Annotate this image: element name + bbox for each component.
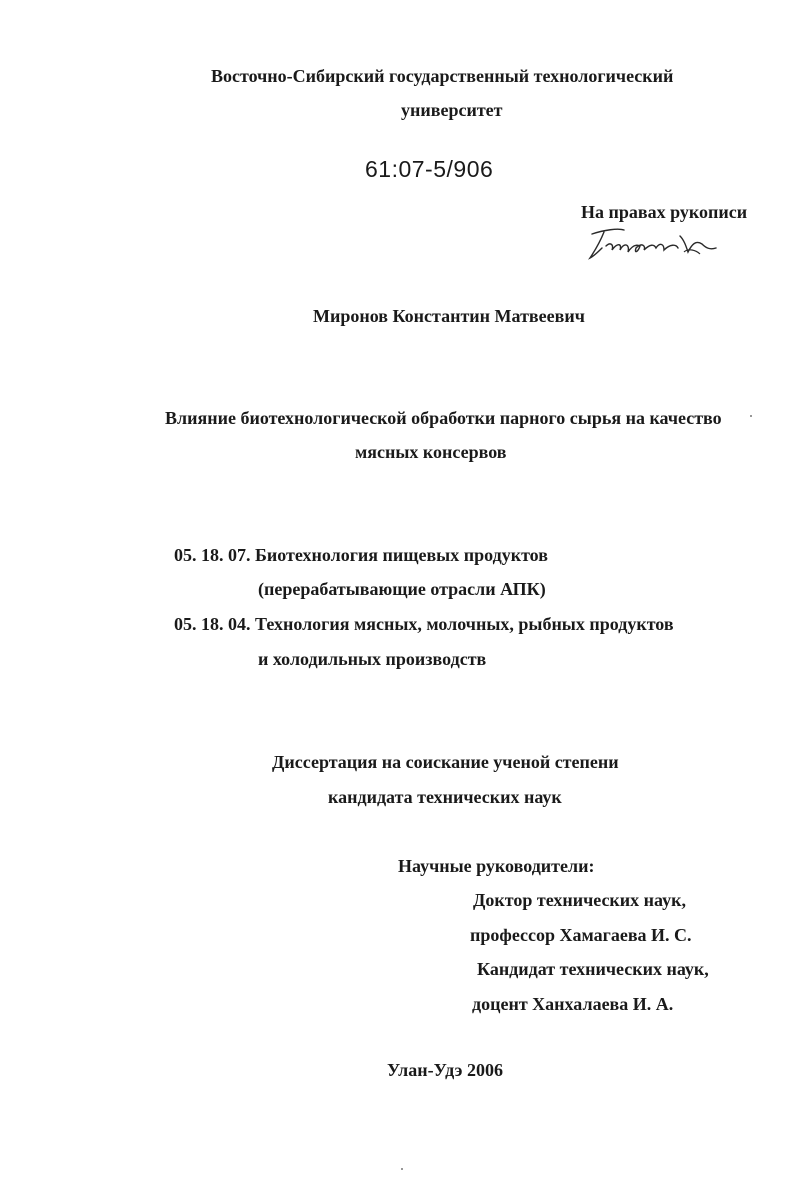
supervisor-1-degree: Доктор технических наук,	[473, 890, 687, 910]
title-line2: мясных консервов	[355, 442, 507, 462]
specialty-1-continuation: (перерабатывающие отрасли АПК)	[258, 579, 546, 599]
specialty-2-continuation: и холодильных производств	[258, 649, 487, 669]
dissertation-line1: Диссертация на соискание ученой степени	[272, 752, 619, 772]
manuscript-note: На правах рукописи	[581, 202, 748, 222]
supervisor-2-name: доцент Ханхалаева И. А.	[472, 994, 674, 1014]
handwritten-signature-icon	[584, 222, 724, 266]
place-year: Улан-Удэ 2006	[387, 1060, 503, 1080]
author-name: Миронов Константин Матвеевич	[313, 306, 585, 326]
specialty-1-code: 05. 18. 07. Биотехнология пищевых продуктов	[174, 545, 548, 565]
supervisor-2-degree: Кандидат технических наук,	[477, 959, 709, 979]
title-line1: Влияние биотехнологической обработки парного сырья на качество	[165, 408, 722, 428]
university-name-line2: университет	[401, 100, 503, 120]
supervisor-1-name: профессор Хамагаева И. С.	[470, 925, 692, 945]
specialty-2-code: 05. 18. 04. Технология мясных, молочных, рыбных продуктов	[174, 614, 674, 634]
dissertation-line2: кандидата технических наук	[328, 787, 562, 807]
supervisors-heading: Научные руководители:	[398, 856, 595, 876]
university-name-line1: Восточно-Сибирский государственный технологический	[211, 66, 674, 86]
catalog-code: 61:07-5/906	[365, 156, 494, 182]
